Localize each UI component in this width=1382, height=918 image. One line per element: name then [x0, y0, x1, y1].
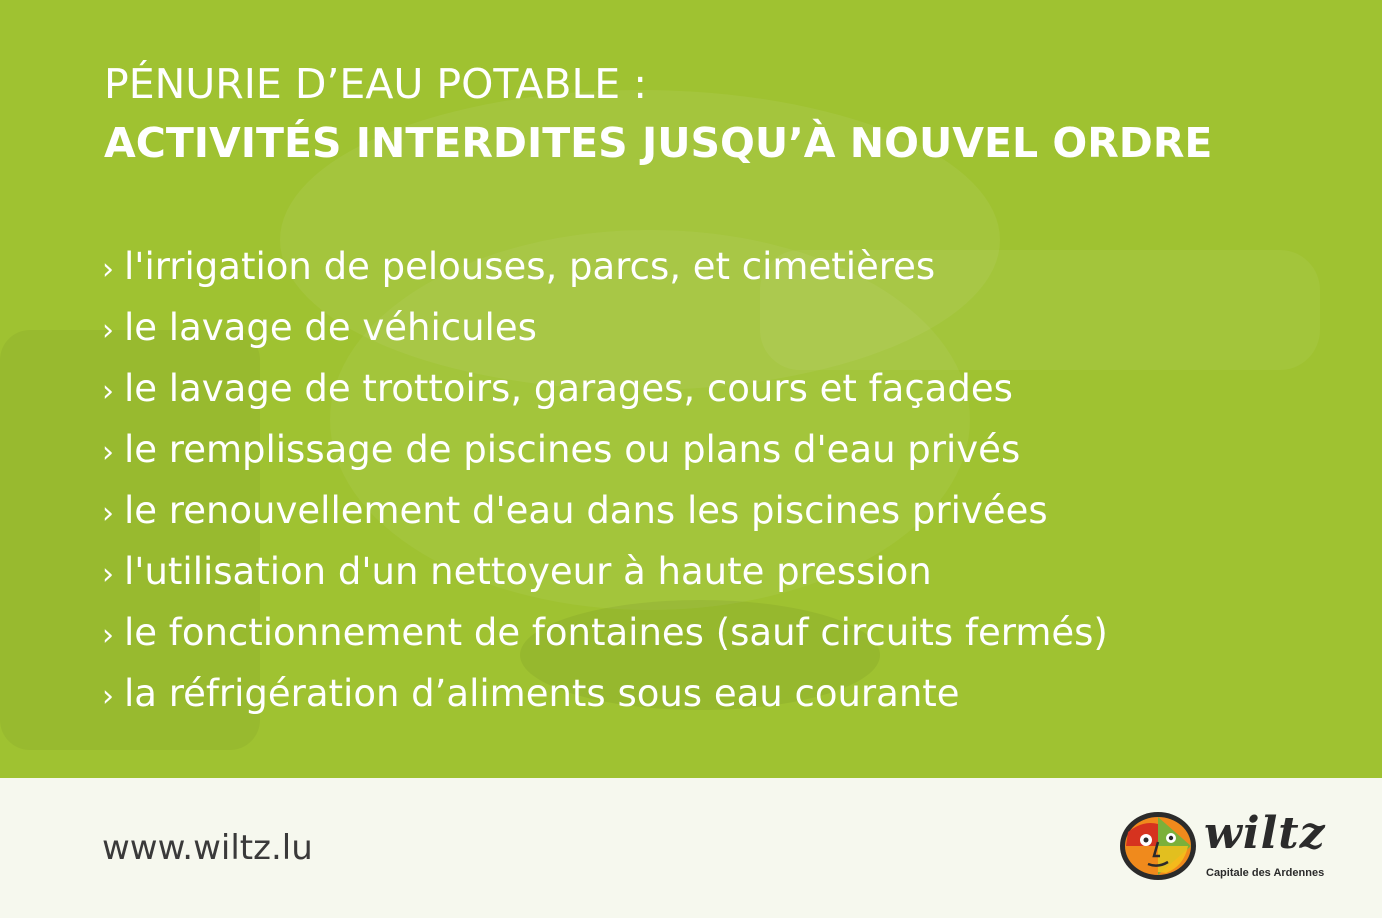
- list-item-text: le fonctionnement de fontaines (sauf circuits fermés): [124, 611, 1108, 654]
- list-item: [102, 541, 1108, 602]
- chevron-right-icon: ›: [102, 435, 114, 470]
- chevron-right-icon: ›: [102, 618, 114, 653]
- chevron-right-icon: ›: [102, 679, 114, 714]
- list-item-text: l'irrigation de pelouses, parcs, et cimetières: [124, 245, 936, 288]
- list-item: [102, 663, 1108, 724]
- notice-title: [104, 56, 1212, 174]
- title-line-1: PÉNURIE D’EAU POTABLE :: [104, 60, 648, 108]
- list-item: [102, 297, 1108, 358]
- list-item-text: la réfrigération d’aliments sous eau courante: [124, 672, 960, 715]
- chevron-right-icon: ›: [102, 252, 114, 287]
- list-item: [102, 602, 1108, 663]
- list-item-text: le renouvellement d'eau dans les piscines privées: [124, 489, 1048, 532]
- chevron-right-icon: ›: [102, 557, 114, 592]
- list-item: [102, 358, 1108, 419]
- list-item-text: l'utilisation d'un nettoyeur à haute pression: [124, 550, 932, 593]
- chevron-right-icon: ›: [102, 374, 114, 409]
- title-line-2: ACTIVITÉS INTERDITES JUSQU’À NOUVEL ORDRE: [104, 119, 1213, 167]
- list-item-text: le remplissage de piscines ou plans d'eau privés: [124, 428, 1021, 471]
- prohibited-activities-list: [102, 236, 1108, 724]
- chevron-right-icon: ›: [102, 313, 114, 348]
- logo-tagline: Capitale des Ardennes: [1206, 867, 1325, 879]
- website-link[interactable]: www.wiltz.lu: [102, 828, 313, 868]
- list-item: [102, 419, 1108, 480]
- chevron-right-icon: ›: [102, 496, 114, 531]
- wiltz-logo: [1118, 808, 1338, 888]
- list-item: [102, 236, 1108, 297]
- list-item: [102, 480, 1108, 541]
- list-item-text: le lavage de véhicules: [124, 306, 537, 349]
- list-item-text: le lavage de trottoirs, garages, cours et façades: [124, 367, 1013, 410]
- logo-wordmark: wiltz: [1204, 808, 1326, 859]
- wiltz-face-emblem-icon: [1118, 810, 1198, 882]
